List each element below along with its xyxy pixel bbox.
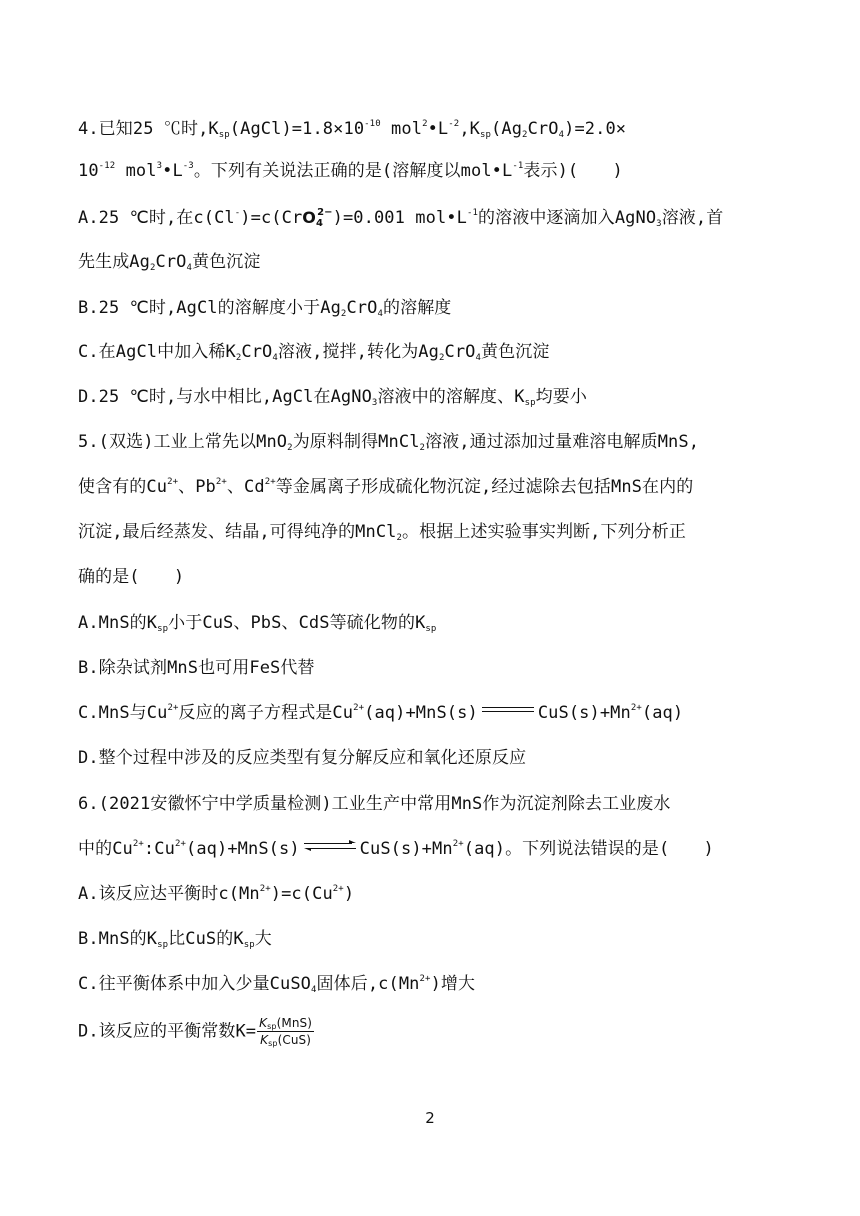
reversible-arrow-icon [304,841,356,851]
q5-stem-line-1: 5.(双选)工业上常先以MnO$_2$为原料制得MnCl$_2$溶液,通过添加过量难溶电解质MnS, [78,432,700,453]
q5-stem-line-4: 确的是( ) [78,567,185,587]
q6-option-b: B.MnS的$K_{sp}$比CuS的$K_{sp}$大 [78,929,272,950]
equals-arrow-icon [482,705,534,715]
q4-option-d: D.25 ℃时,与水中相比,AgCl在AgNO$_3$溶液中的溶解度、$K_{sp}$均要小 [78,387,587,408]
q4-option-b: B.25 ℃时,AgCl的溶解度小于$Ag_2CrO_4$的溶解度 [78,298,452,319]
q4-stem-line-2: $10^{-12}$ $mol^3•L^{-3}$。下列有关说法正确的是(溶解度以$mol•L^{-1}$表示)( ) [78,161,623,181]
q6-option-a: A.该反应达平衡时$c(Mn^{2+})=c(Cu^{2+})$ [78,884,355,904]
q6-stem-line-2: 中的$Cu^{2+}:Cu^{2+}(aq)+MnS(s)$ $CuS(s)+Mn^{2+}(aq)$。下列说法错误的是( ) [78,839,714,859]
q6-option-d: D.该反应的平衡常数K= $\frac{K_{sp}(MnS)}{K_{sp}(CuS)}$ [78,1016,313,1048]
q5-stem-line-2: 使含有的$Cu^{2+}$、$Pb^{2+}$、$Cd^{2+}$等金属离子形成硫化物沉淀,经过滤除去包括MnS在内的 [78,477,694,497]
q5-option-d: D.整个过程中涉及的反应类型有复分解反应和氧化还原反应 [78,748,527,768]
q4-option-a-cont: 先生成$Ag_2CrO_4$黄色沉淀 [78,252,261,273]
q6-stem-line-1: 6.(2021安徽怀宁中学质量检测)工业生产中常用MnS作为沉淀剂除去工业废水 [78,794,671,814]
q5-option-a: A.MnS的$K_{sp}$小于CuS、PbS、CdS等硫化物的$K_{sp}$ [78,613,437,634]
fraction-numerator: $K_{sp}(MnS)$ [259,1016,313,1031]
q6-option-c: C.往平衡体系中加入少量CuSO$_4$固体后$,c(Mn^{2+})$增大 [78,974,476,995]
q5-stem-line-3: 沉淀,最后经蒸发、结晶,可得纯净的MnCl$_2$。根据上述实验事实判断,下列分析正 [78,522,686,543]
fraction-denominator: $K_{sp}(CuS)$ [260,1033,312,1048]
chromate-ion: $O_4^{2-}$ [302,207,333,229]
q5-option-b: B.除杂试剂MnS也可用FeS代替 [78,658,315,678]
q4-option-c: C.在AgCl中加入稀$K_2CrO_4$溶液,搅拌,转化为$Ag_2CrO_4$黄色沉淀 [78,342,550,363]
q4-option-a: A.25 ℃时,在c(Cl-)=c(CrO$_4^{2-}$)=0.001 $mol•L^{-1}$的溶液中逐滴加入AgNO$_3$溶液,首 [78,207,724,229]
q4-stem-line-1: 4.已知25 ℃时$,K_{sp}(AgCl)=1.8\times 10^{-10}$ $mol^2•L^{-2},K_{sp}(Ag_2CrO_4)=2.0\times$ [78,119,627,140]
page-number: 2 [425,1109,435,1127]
equilibrium-constant-fraction [257,1016,314,1047]
q5-option-c: C.MnS与$Cu^{2+}$反应的离子方程式是$Cu^{2+}(aq)+MnS(s)$ $CuS(s)+Mn^{2+}(aq)$ [78,703,684,723]
